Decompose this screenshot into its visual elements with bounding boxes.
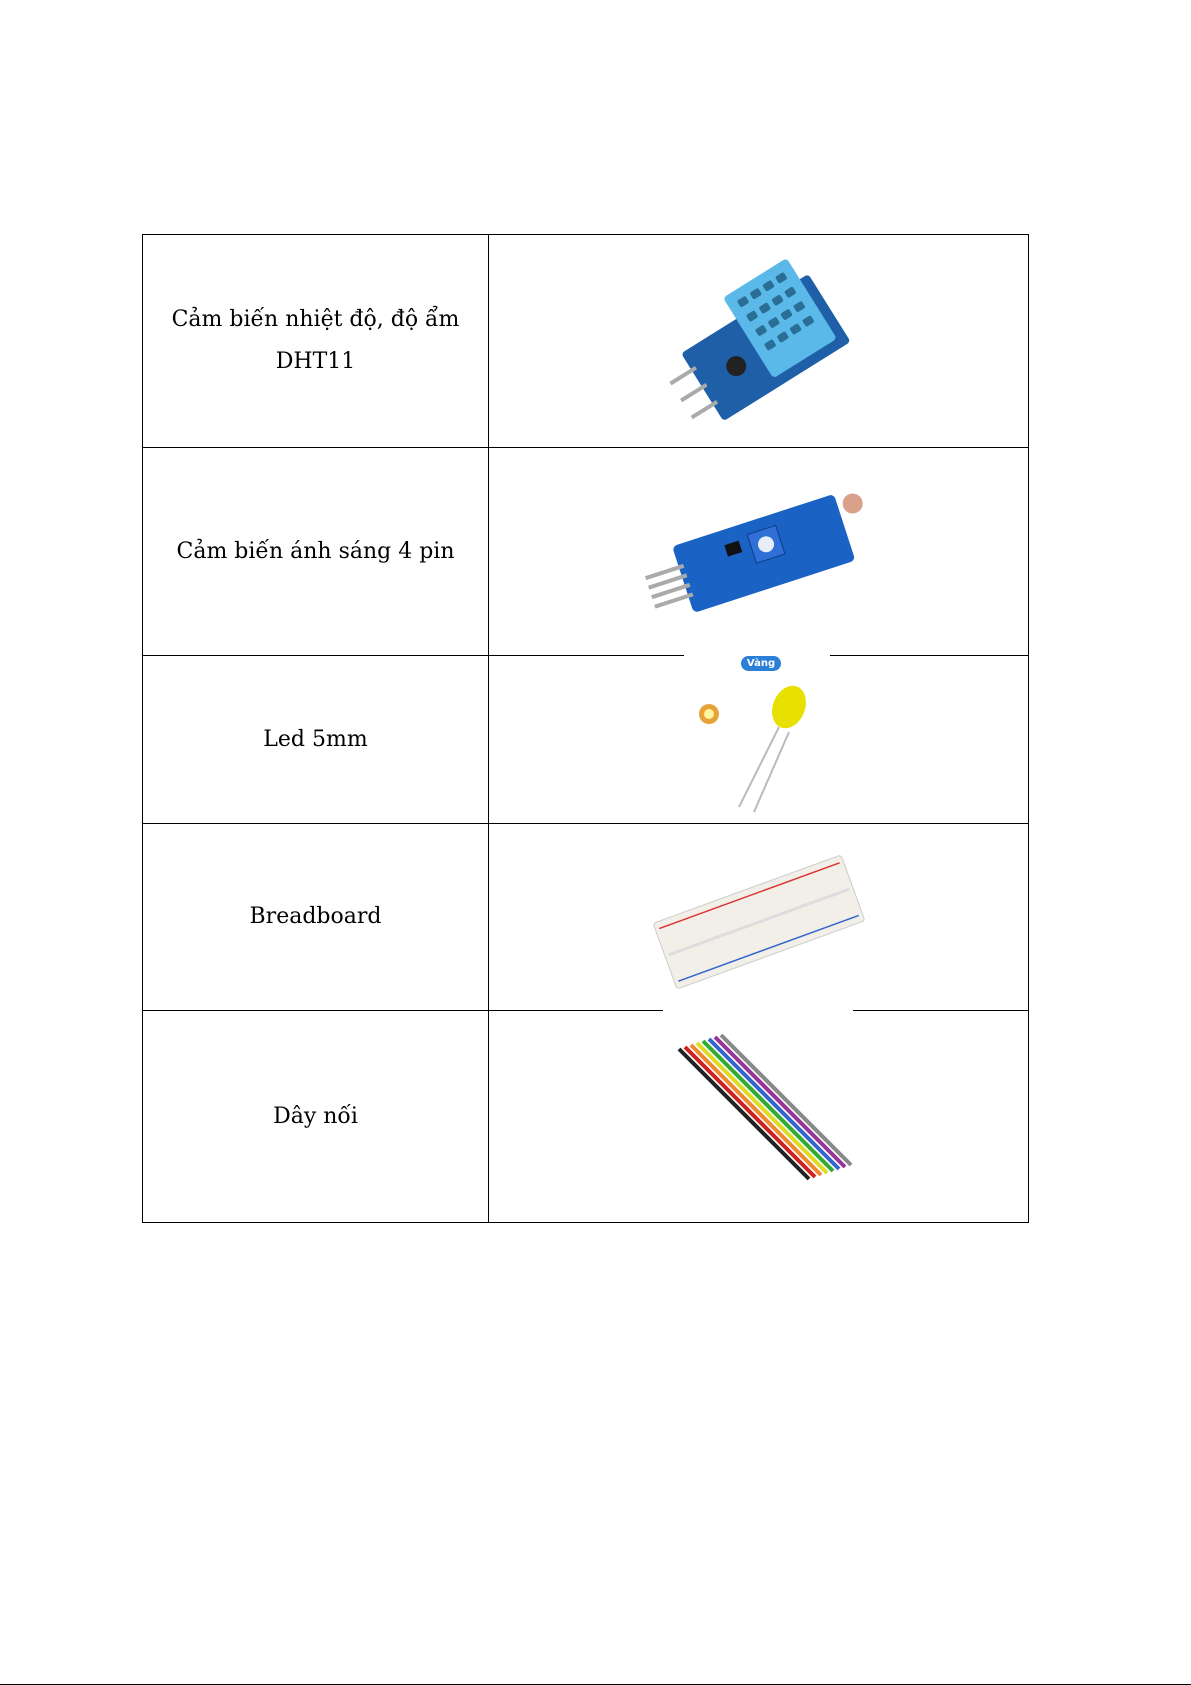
component-name-breadboard: Breadboard	[143, 824, 489, 1011]
component-name-light-sensor: Cảm biến ánh sáng 4 pin	[143, 448, 489, 656]
table-row	[143, 235, 1029, 448]
jumper-wires-image	[659, 1029, 859, 1219]
component-name-wires: Dây nối	[143, 1011, 489, 1223]
table-row	[143, 448, 1029, 656]
table-row	[143, 1011, 1029, 1223]
components-table	[142, 234, 1029, 1223]
component-image-cell	[489, 235, 1029, 448]
breadboard-image	[649, 842, 869, 1002]
component-image-cell	[489, 448, 1029, 656]
table-row	[143, 656, 1029, 824]
led-image	[669, 672, 849, 822]
component-image-cell	[489, 1011, 1029, 1223]
led-color-badge: Vàng	[741, 656, 781, 671]
component-image-cell	[489, 824, 1029, 1011]
component-image-cell	[489, 656, 1029, 824]
light-sensor-image	[639, 490, 879, 620]
component-name-led: Led 5mm	[143, 656, 489, 824]
dht11-sensor-image	[659, 251, 859, 431]
component-name-dht11: Cảm biến nhiệt độ, độ ẩm DHT11	[143, 235, 489, 448]
wires-image-backdrop	[663, 1009, 853, 1017]
table-row	[143, 824, 1029, 1011]
